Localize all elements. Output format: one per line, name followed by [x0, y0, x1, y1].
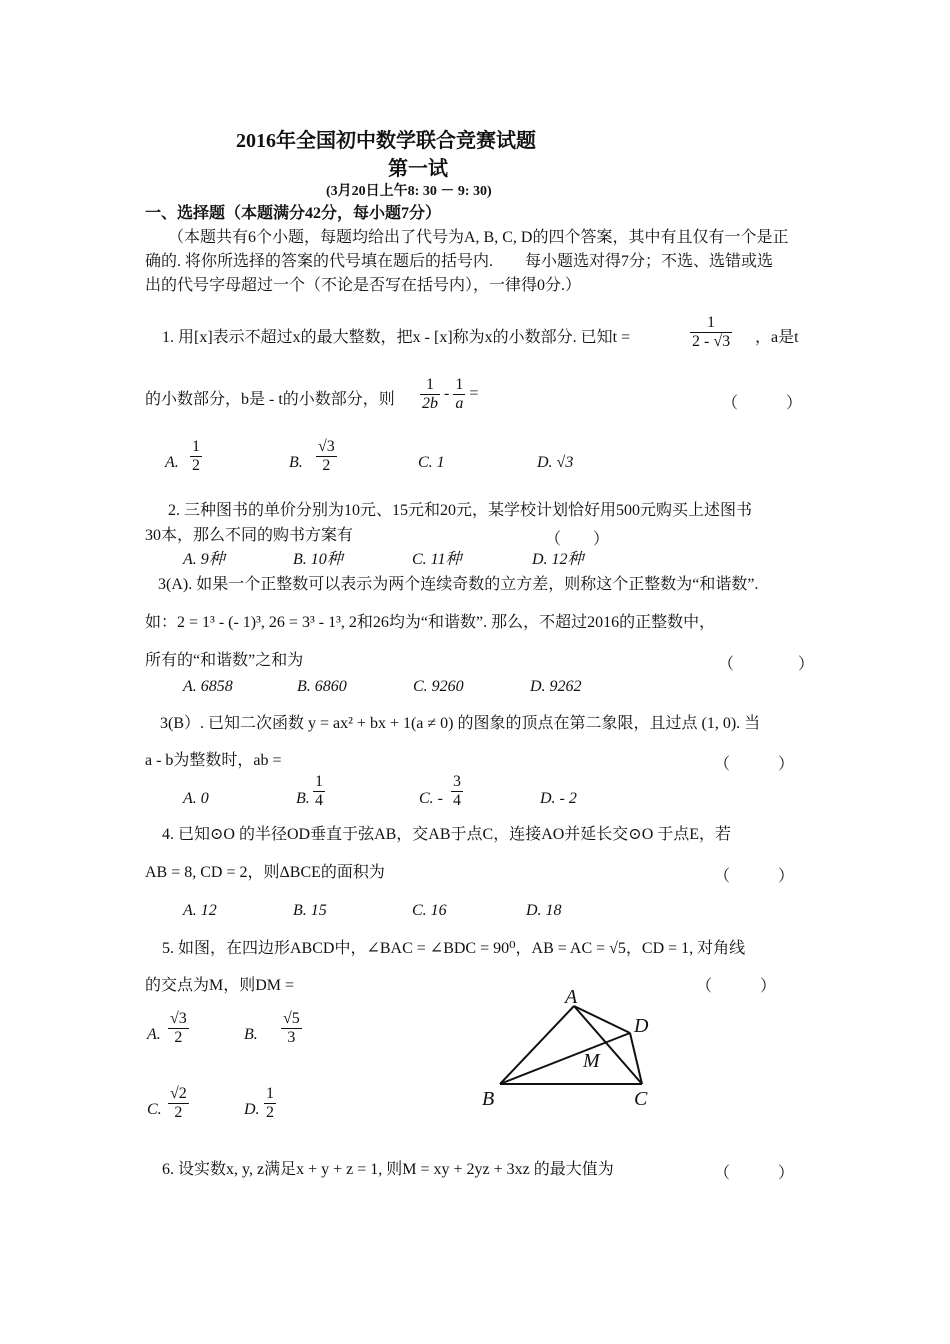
q1-option-a-den: 2 — [192, 457, 200, 474]
q2-line-2: 30本，那么不同的购书方案有 — [145, 527, 354, 544]
q1-option-a-num: 1 — [192, 438, 200, 455]
label-c: C — [634, 1088, 648, 1110]
q6-line-1: 6. 设实数x, y, z满足x + y + z = 1, 则M = xy + 2yz + 3xz 的最大值为 — [162, 1161, 614, 1178]
q1-option-d: D. √3 — [537, 454, 574, 471]
q1-option-a-frac — [190, 438, 202, 475]
q3b-option-a: A. 0 — [183, 790, 209, 807]
q5-option-b-frac — [281, 1010, 302, 1047]
q3a-option-b: B. 6860 — [297, 678, 347, 695]
label-d: D — [634, 1015, 649, 1037]
q3a-option-d: D. 9262 — [530, 678, 582, 695]
q3b-option-d: D. - 2 — [540, 790, 577, 807]
q3a-option-c: C. 9260 — [413, 678, 464, 695]
q1-option-b-frac — [316, 438, 337, 475]
q5-option-d-frac — [264, 1085, 276, 1122]
q3b-option-c-num: 3 — [453, 773, 461, 790]
q1-t-denominator: 2 - √3 — [692, 333, 731, 350]
q1-line-1: 1. 用[x]表示不超过x的最大整数，把x - [x]称为x的小数部分. 已知t = — [162, 329, 631, 346]
q5-option-a-label: A. — [147, 1026, 161, 1043]
q3b-option-c-label: C. - — [419, 790, 443, 807]
q3b-line-1: 3(B）. 已知二次函数 y = ax² + bx + 1(a ≠ 0) 的图象的顶点在第二象限，且过点 (1, 0). 当 — [160, 715, 761, 732]
q4-option-c: C. 16 — [412, 902, 447, 919]
q1-answer-paren: （ ） — [722, 395, 803, 412]
q3b-answer-paren: （ ） — [714, 756, 795, 773]
q3b-option-b-num: 1 — [315, 773, 323, 790]
intro-line-2: 确的. 将你所选择的答案的代号填在题后的括号内. 每小题选对得7分；不选、选错或选 — [145, 253, 774, 270]
label-m: M — [583, 1050, 600, 1072]
q2-option-b: B. 10种 — [293, 551, 343, 568]
q1-e2-num: 1 — [455, 376, 464, 393]
q5-line-2: 的交点为M，则DM = — [145, 977, 295, 994]
q1-option-c: C. 1 — [418, 454, 445, 471]
label-b: B — [482, 1088, 495, 1110]
page-subtitle: 第一试 — [388, 158, 448, 180]
q3a-line-3: 所有的“和谐数”之和为 — [145, 652, 304, 669]
q5-option-a-frac — [168, 1010, 189, 1047]
q5-figure — [470, 988, 670, 1113]
q3a-line-2: 如：2 = 1³ - (- 1)³, 26 = 3³ - 1³, 2和26均为“和谐数”. 那么，不超过2016的正整数中， — [145, 614, 716, 631]
label-a: A — [565, 988, 578, 1008]
q1-line-2: 的小数部分，b是 - t的小数部分，则 — [145, 391, 395, 408]
q3b-option-c-den: 4 — [453, 792, 461, 809]
section-heading: 一、选择题（本题满分42分，每小题7分） — [145, 205, 442, 222]
q1-t-numerator: 1 — [690, 314, 732, 333]
edge-ad — [574, 1006, 630, 1033]
q1-line-1-end: ，a是t — [755, 329, 799, 346]
q5-option-a-den: 2 — [174, 1029, 183, 1046]
q2-line-1: 2. 三种图书的单价分别为10元、15元和20元，某学校计划恰好用500元购买上述图书 — [168, 502, 753, 519]
q4-answer-paren: （ ） — [714, 868, 795, 885]
q4-option-d: D. 18 — [526, 902, 562, 919]
q2-option-a: A. 9种 — [183, 551, 225, 568]
q5-option-d-num: 1 — [266, 1085, 274, 1102]
q3a-option-a: A. 6858 — [183, 678, 233, 695]
q5-option-c-num: √2 — [170, 1085, 187, 1102]
q1-e2-den: a — [455, 395, 464, 412]
q5-line-1: 5. 如图，在四边形ABCD中，∠BAC = ∠BDC = 90⁰，AB = AC = √5，CD = 1, 对角线 — [162, 940, 746, 957]
q1-t-fraction — [690, 314, 732, 351]
q2-option-d: D. 12种 — [532, 551, 584, 568]
q4-option-a: A. 12 — [183, 902, 217, 919]
q5-option-c-label: C. — [147, 1101, 162, 1118]
q5-answer-paren: （ ） — [696, 978, 777, 995]
q1-option-a-label: A. — [165, 454, 179, 471]
exam-time: (3月20日上午8: 30 － 9: 30) — [326, 184, 492, 199]
q3b-option-b-label: B. — [296, 790, 310, 807]
q5-option-d-label: D. — [244, 1101, 260, 1118]
q1-minus: - — [444, 385, 450, 403]
q3b-line-2: a - b为整数时，ab = — [145, 752, 282, 769]
q3b-option-b-den: 4 — [315, 792, 323, 809]
q1-equals: = — [469, 385, 479, 403]
q3b-option-c-frac — [451, 773, 463, 810]
intro-line-1: （本题共有6个小题，每题均给出了代号为A, B, C, D的四个答案，其中有且仅有一个是正 — [168, 229, 789, 246]
q1-e1-den: 2b — [422, 395, 438, 412]
diagonal-bd — [500, 1033, 630, 1084]
q1-option-b-label: B. — [289, 454, 303, 471]
q1-option-b-num: √3 — [318, 438, 335, 455]
q1-expression — [420, 376, 478, 413]
q3a-answer-paren: （ ） — [718, 656, 815, 673]
q1-option-b-den: 2 — [322, 457, 331, 474]
q5-option-a-num: √3 — [170, 1010, 187, 1027]
q5-option-b-label: B. — [244, 1026, 258, 1043]
q5-option-d-den: 2 — [266, 1104, 274, 1121]
q3b-option-b-frac — [313, 773, 325, 810]
q2-option-c: C. 11种 — [412, 551, 462, 568]
q4-line-2: AB = 8, CD = 2，则ΔBCE的面积为 — [145, 864, 385, 881]
q5-option-b-den: 3 — [287, 1029, 296, 1046]
q5-option-b-num: √5 — [283, 1010, 300, 1027]
q6-answer-paren: （ ） — [714, 1165, 795, 1182]
edge-ba — [500, 1006, 574, 1084]
q2-answer-paren: （ ） — [545, 531, 610, 548]
page-title: 2016年全国初中数学联合竞赛试题 — [236, 130, 536, 152]
intro-line-3: 出的代号字母超过一个（不论是否写在括号内），一律得0分.） — [145, 277, 582, 294]
q3a-line-1: 3(A). 如果一个正整数可以表示为两个连续奇数的立方差，则称这个正整数为“和谐数”. — [158, 576, 759, 593]
q4-option-b: B. 15 — [293, 902, 327, 919]
q5-option-c-frac — [168, 1085, 189, 1122]
q1-e1-num: 1 — [420, 376, 440, 395]
q4-line-1: 4. 已知⊙O 的半径OD垂直于弦AB，交AB于点C，连接AO并延长交⊙O 于点E，若 — [162, 826, 732, 843]
q5-option-c-den: 2 — [174, 1104, 183, 1121]
